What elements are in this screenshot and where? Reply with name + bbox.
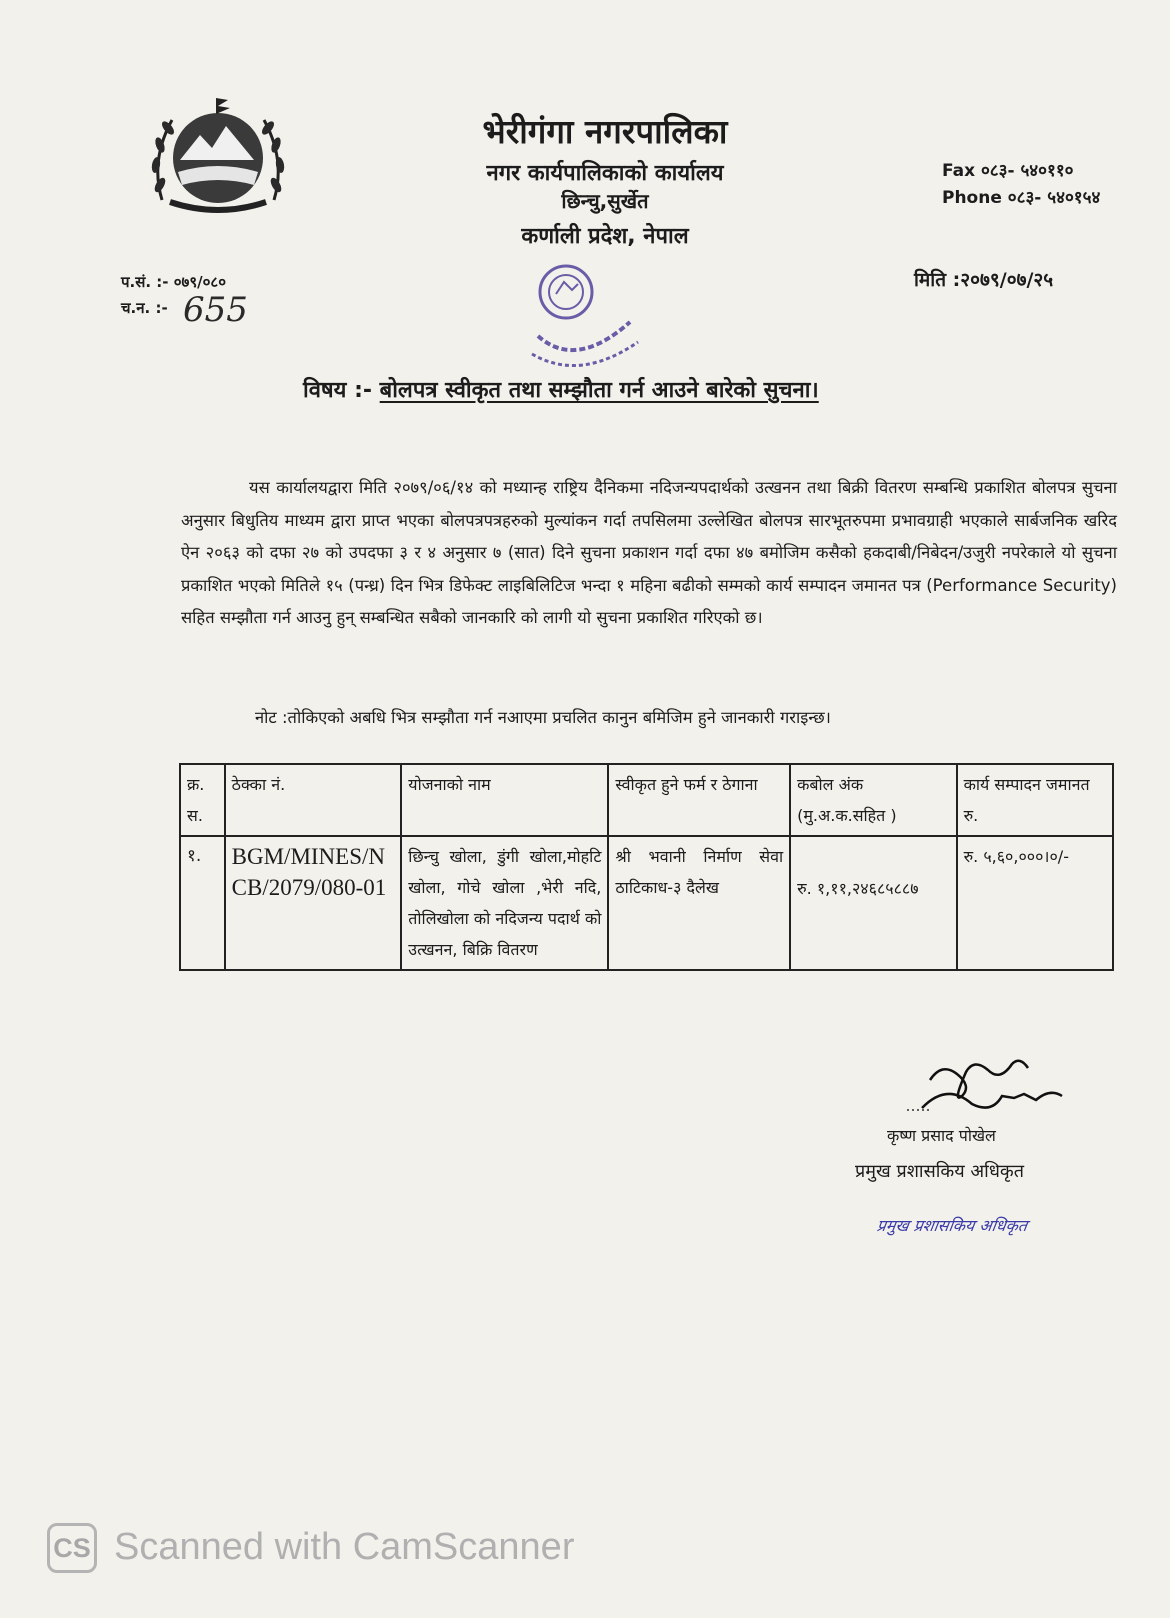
header-contract-no: ठेक्का नं.: [225, 764, 402, 836]
tender-table: [179, 763, 1114, 971]
header-performance-security: कार्य सम्पादन जमानत रु.: [957, 764, 1113, 836]
camscanner-logo-icon: CS: [47, 1523, 97, 1573]
header-sn: क्र. स.: [180, 764, 225, 836]
dispatch-number-handwritten: 655: [183, 290, 248, 330]
reference-number: प.सं. :- ०७९/०८०: [121, 273, 227, 291]
notice-body: [181, 472, 1117, 635]
header-project: योजनाको नाम: [401, 764, 608, 836]
subject-label: विषय :-: [303, 378, 372, 403]
signatory-stamp: प्रमुख प्रशासकिय अधिकृत: [875, 1216, 1029, 1235]
cell-bid-amount: रु. १,११,२४६८५८८७: [790, 836, 956, 970]
office-sub: नगर कार्यपालिकाको कार्यालय: [486, 161, 724, 186]
letter-date: मिति :२०७९/०७/२५: [914, 269, 1054, 291]
office-location: छिन्चु,सुर्खेत: [561, 189, 649, 213]
signatory-name: कृष्ण प्रसाद पोखेल: [887, 1126, 996, 1145]
office-province: कर्णाली प्रदेश, नेपाल: [521, 224, 689, 249]
phone-number: Phone ०८३- ५४०१५४: [942, 188, 1101, 208]
cell-contract-no: BGM/MINES/NCB/2079/080-01: [225, 836, 402, 970]
cell-project: छिन्चु खोला, डुंगी खोला,मोहटि खोला, गोचे खोला ,भेरी नदि, तोलिखोला को नदिजन्य पदार्थ को उत्खनन, बिक्रि वितरण: [401, 836, 608, 970]
cell-firm: श्री भवानी निर्माण सेवा ठाटिकाध-३ दैलेख: [608, 836, 790, 970]
table-row: [180, 836, 1113, 970]
subject-text: बोलपत्र स्वीकृत तथा सम्झौता गर्न आउने बारेको सुचना।: [379, 378, 819, 403]
notice-paragraph: यस कार्यालयद्वारा मिति २०७९/०६/१४ को मध्यान्ह राष्ट्रिय दैनिकमा नदिजन्यपदार्थको उत्खनन तथा बिक्री वितरण सम्बन्धि प्रकाशित बोलपत्र सुचना अनुसार बिधुतिय माध्यम द्वारा प्राप्त भएका बोलपत्रपत्रहरुको मुल्यांकन गर्दा तपसिलमा उल्लेखित बोलपत्र सारभूतरुपमा प्रभावग्राही भएकाले सार्बजनिक खरिद ऐन २०६३ को दफा २७ को उपदफा ३ र ४ अनुसार ७ (सात) दिने सुचना प्रकाशन गर्दा दफा ४७ बमोजिम कसैको हकदाबी/निबेदन/उजुरी नपरेकाले यो सुचना प्रकाशित भएको मितिले १५ (पन्ध्र) दिन भित्र डिफेक्ट लाइबिलिटिज भन्दा १ महिना बढीको सम्मको कार्य सम्पादन जमानत पत्र (Performance Security) सहित सम्झौता गर्न आउनु हुन् सम्बन्धित सबैको जानकारि को लागी यो सुचना प्रकाशित गरिएको छ।: [181, 478, 1117, 627]
header-bid-amount: कबोल अंक (मु.अ.क.सहित ): [790, 764, 956, 836]
notice-note: नोट :तोकिएको अबधि भित्र सम्झौता गर्न नआएमा प्रचलित कानुन बमिजिम हुने जानकारी गराइन्छ।: [255, 708, 831, 727]
camscanner-watermark: Scanned with CamScanner: [114, 1526, 575, 1568]
office-name: भेरीगंगा नगरपालिका: [482, 112, 728, 151]
subject-line: [303, 374, 819, 404]
fax-number: Fax ०८३- ५४०११०: [942, 161, 1074, 181]
dispatch-number-label: च.न. :-: [121, 299, 168, 317]
office-stamp-icon: [526, 258, 644, 378]
cell-sn: १.: [180, 836, 225, 970]
signature-icon: [902, 1052, 1072, 1122]
header-firm: स्वीकृत हुने फर्म र ठेगाना: [608, 764, 790, 836]
table-header-row: [180, 764, 1113, 836]
cell-performance-security: रु. ५,६०,०००।०/-: [957, 836, 1113, 970]
signatory-title: प्रमुख प्रशासकिय अधिकृत: [855, 1161, 1024, 1182]
